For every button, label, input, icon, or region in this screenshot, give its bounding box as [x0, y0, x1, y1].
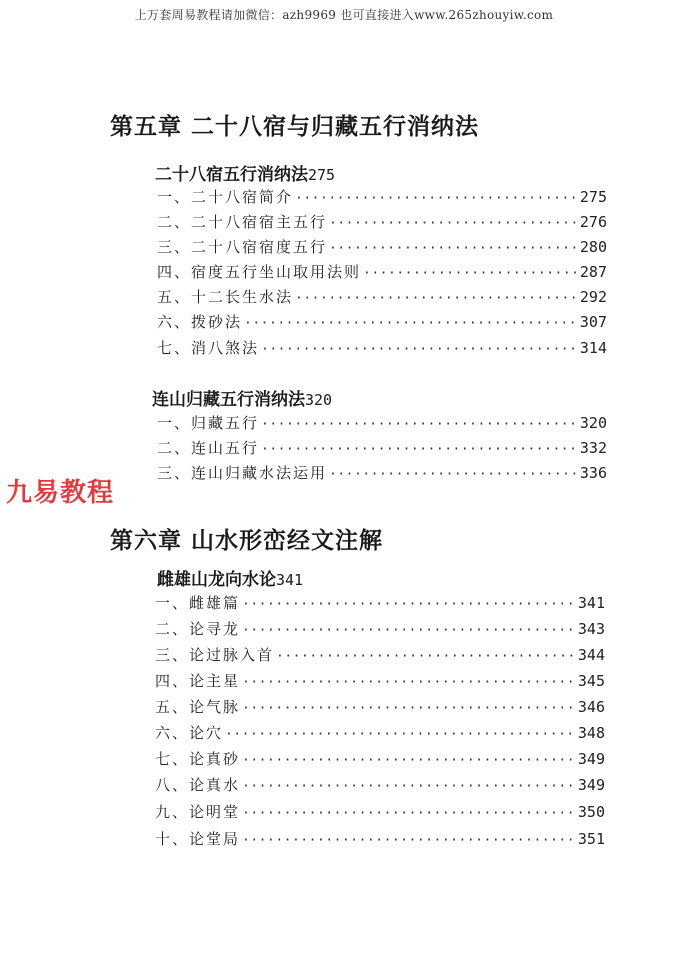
toc-entry[interactable]: [155, 801, 605, 822]
toc-entry-label: 六、论穴: [155, 724, 224, 742]
toc-entry[interactable]: [157, 412, 607, 433]
toc-entry-label: 七、论真砂: [155, 750, 241, 768]
toc-entry-label: 九、论明堂: [155, 803, 241, 821]
toc-entry-label: 四、论主星: [155, 672, 241, 690]
toc-entry-label: 一、雌雄篇: [155, 594, 241, 612]
toc-entry-label: 七、消八煞法: [157, 339, 260, 357]
dot-leader: [329, 467, 578, 482]
dot-leader: [363, 266, 578, 281]
toc-entry-page: 345: [577, 672, 605, 690]
toc-entry-label: 三、二十八宿宿度五行: [157, 238, 328, 256]
section-title: [155, 160, 335, 185]
toc-entry[interactable]: [155, 828, 605, 849]
dot-leader: [329, 241, 578, 256]
toc-entry[interactable]: [157, 211, 607, 232]
toc-entry-label: 一、二十八宿简介: [157, 188, 294, 206]
dot-leader: [242, 806, 576, 821]
toc-entry-page: 344: [577, 646, 605, 664]
toc-entry-page: 332: [579, 439, 607, 457]
dot-leader: [276, 649, 576, 664]
section-title-text: 二十八宿五行消纳法: [155, 165, 308, 185]
toc-entry[interactable]: [155, 592, 605, 613]
dot-leader: [244, 316, 578, 331]
toc-entry-page: 320: [579, 414, 607, 432]
toc-entry[interactable]: [157, 186, 607, 207]
toc-entry-label: 八、论真水: [155, 776, 241, 794]
toc-entry-label: 十、论堂局: [155, 830, 241, 848]
toc-entry[interactable]: [157, 286, 607, 307]
toc-entry[interactable]: [155, 748, 605, 769]
toc-entry-page: 348: [577, 724, 605, 742]
toc-entry-label: 五、十二长生水法: [157, 288, 294, 306]
dot-leader: [295, 291, 578, 306]
toc-entry-page: 275: [579, 188, 607, 206]
toc-entry-label: 二、论寻龙: [155, 620, 241, 638]
toc-entry-label: 二、二十八宿宿主五行: [157, 213, 328, 231]
toc-entry[interactable]: [157, 261, 607, 282]
dot-leader: [242, 675, 576, 690]
section-title: [152, 385, 332, 410]
dot-leader: [242, 623, 576, 638]
toc-entry-page: 280: [579, 238, 607, 256]
dot-leader: [295, 191, 578, 206]
chapter-title-5: 第五章 二十八宿与归藏五行消纳法: [110, 114, 480, 140]
toc-entry-page: 351: [577, 830, 605, 848]
dot-leader: [261, 342, 578, 357]
top-banner: 上万套周易教程请加微信：azh9969 也可直接进入www.265zhouyiw.com: [134, 8, 554, 22]
dot-leader: [261, 417, 578, 432]
toc-entry[interactable]: [155, 618, 605, 639]
toc-entry-label: 四、宿度五行坐山取用法则: [157, 263, 362, 281]
toc-entry[interactable]: [157, 462, 607, 483]
toc-entry[interactable]: [155, 774, 605, 795]
toc-entry-page: 341: [577, 594, 605, 612]
toc-entry-label: 二、连山五行: [157, 439, 260, 457]
toc-entry-page: 314: [579, 339, 607, 357]
toc-entry[interactable]: [155, 670, 605, 691]
toc-entry[interactable]: [155, 644, 605, 665]
toc-entry-page: 343: [577, 620, 605, 638]
toc-entry-page: 349: [577, 776, 605, 794]
dot-leader: [242, 779, 576, 794]
toc-entry[interactable]: [157, 437, 607, 458]
toc-entry[interactable]: [155, 722, 605, 743]
watermark: 九易教程: [6, 478, 115, 508]
dot-leader: [242, 753, 576, 768]
toc-entry[interactable]: [157, 236, 607, 257]
dot-leader: [261, 442, 578, 457]
toc-entry-page: 287: [579, 263, 607, 281]
toc-entry-page: 336: [579, 464, 607, 482]
section-page-number: 275: [308, 166, 336, 184]
toc-entry-label: 一、归藏五行: [157, 414, 260, 432]
toc-entry-label: 三、论过脉入首: [155, 646, 275, 664]
dot-leader: [242, 701, 576, 716]
toc-entry-label: 六、拨砂法: [157, 313, 243, 331]
dot-leader: [329, 216, 578, 231]
toc-entry[interactable]: [155, 696, 605, 717]
toc-entry-label: 五、论气脉: [155, 698, 241, 716]
toc-entry-page: 346: [577, 698, 605, 716]
toc-entry[interactable]: [157, 337, 607, 358]
dot-leader: [225, 727, 576, 742]
section-title-text: 雌雄山龙向水论: [157, 570, 276, 590]
toc-entry-label: 三、连山归藏水法运用: [157, 464, 328, 482]
dot-leader: [242, 597, 576, 612]
toc-entry-page: 292: [579, 288, 607, 306]
chapter-title-6: 第六章 山水形峦经文注解: [110, 528, 384, 554]
section-page-number: 320: [305, 391, 333, 409]
section-page-number: 341: [276, 571, 304, 589]
toc-entry-page: 276: [579, 213, 607, 231]
toc-entry[interactable]: [157, 311, 607, 332]
toc-entry-page: 349: [577, 750, 605, 768]
section-title-text: 连山归藏五行消纳法: [152, 390, 305, 410]
toc-entry-page: 307: [579, 313, 607, 331]
toc-entry-page: 350: [577, 803, 605, 821]
dot-leader: [242, 833, 576, 848]
section-title: [157, 565, 303, 590]
